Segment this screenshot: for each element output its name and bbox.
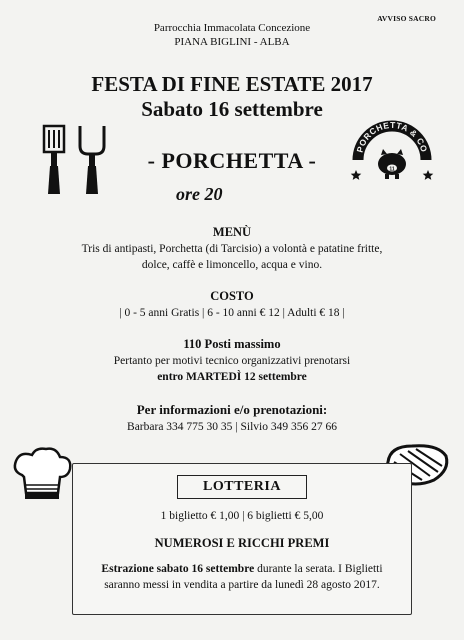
- lottery-prices: 1 biglietto € 1,00 | 6 biglietti € 5,00: [160, 510, 324, 522]
- lottery-draw-line-1: [73, 562, 411, 577]
- featured-dish: - PORCHETTA -: [147, 148, 317, 173]
- event-date: Sabato 16 settembre: [141, 97, 323, 121]
- lottery-draw-note: durante la serata. I Biglietti: [254, 563, 383, 575]
- event-time: ore 20: [176, 184, 223, 204]
- seats-line-1: Pertanto per motivi tecnico organizzativi prenotarsi: [113, 355, 351, 367]
- logo-number: 11: [389, 166, 395, 173]
- seats-heading: 110 Posti massimo: [183, 337, 281, 351]
- parish-name: Parrocchia Immacolata Concezione: [153, 22, 311, 34]
- lottery-title: LOTTERIA: [177, 475, 307, 499]
- lottery-section: [72, 463, 412, 615]
- cost-heading: COSTO: [210, 289, 254, 303]
- lottery-prizes: NUMEROSI E RICCHI PREMI: [154, 536, 330, 550]
- info-heading: Per informazioni e/o prenotazioni:: [136, 402, 328, 417]
- menu-line-1: Tris di antipasti, Porchetta (di Tarcisio) a volontà e patatine fritte,: [81, 243, 383, 255]
- menu-heading: MENÙ: [212, 225, 252, 239]
- notice-label: AVVISO SACRO: [377, 14, 436, 23]
- cost-line: | 0 - 5 anni Gratis | 6 - 10 anni € 12 | Adulti € 18 |: [119, 307, 345, 319]
- seats-deadline: entro MARTEDÌ 12 settembre: [157, 371, 307, 383]
- lottery-draw-line-2: saranno messi in vendita a partire da lunedì 28 agosto 2017.: [104, 579, 380, 591]
- chef-hat-icon: [8, 445, 76, 503]
- menu-line-2: dolce, caffè e limoncello, acqua e vino.: [141, 259, 323, 271]
- info-contacts: Barbara 334 775 30 35 | Silvio 349 356 27 66: [127, 421, 337, 433]
- porchetta-logo-icon: [348, 120, 436, 184]
- lottery-draw-date: Estrazione sabato 16 settembre: [101, 563, 255, 575]
- logo-text: PORCHETTA & CO: [354, 120, 430, 154]
- parish-location: PIANA BIGLINI - ALBA: [174, 36, 290, 48]
- event-title: FESTA DI FINE ESTATE 2017: [91, 72, 373, 96]
